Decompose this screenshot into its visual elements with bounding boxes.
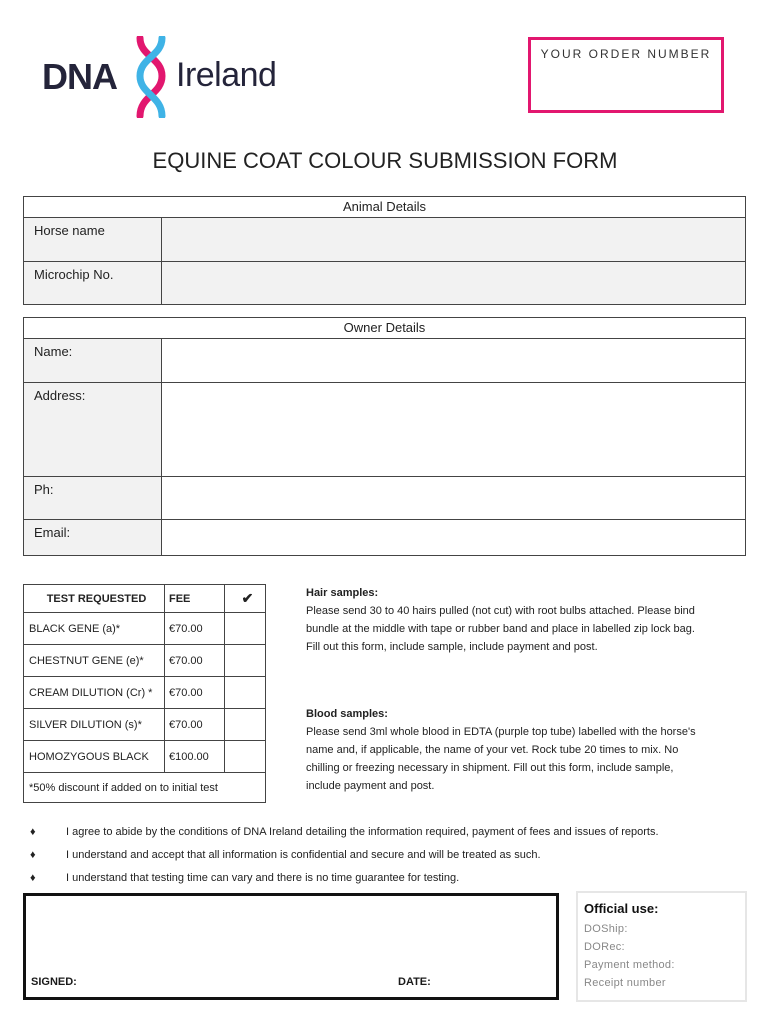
hair-line: Please send 30 to 40 hairs pulled (not cut) with root bulbs attached. Please bind [306,605,695,617]
doship-label: DOShip: [584,923,628,935]
diamond-bullet-icon: ♦ [30,849,36,861]
order-number-box[interactable] [528,37,724,113]
blood-line: chilling or freezing necessary in shipment. Fill out this form, include sample, [306,762,674,774]
test-checkbox[interactable] [225,709,266,741]
dna-helix-icon [128,36,172,118]
blood-line: name and, if applicable, the name of your vet. Rock tube 20 times to mix. No [306,744,679,756]
microchip-field[interactable] [162,262,746,305]
tests-table [23,584,266,803]
blood-line: include payment and post. [306,780,435,792]
email-label: Email: [24,520,162,556]
agreement-item [30,826,750,838]
owner-name-label: Name: [24,339,162,383]
diamond-bullet-icon: ♦ [30,826,36,838]
horse-name-field[interactable] [162,218,746,262]
agreement-text: I understand that testing time can vary and there is no time guarantee for testing. [66,872,460,884]
signature-box[interactable] [23,893,559,1000]
page-title: EQUINE COAT COLOUR SUBMISSION FORM [152,148,618,173]
col-test-header: TEST REQUESTED [24,585,165,613]
hair-line: Fill out this form, include sample, include payment and post. [306,641,598,653]
owner-name-field[interactable] [162,339,746,383]
col-check-header: ✔ [225,585,266,613]
test-name: SILVER DILUTION (s)* [24,709,165,741]
table-row [24,677,266,709]
test-fee: €70.00 [165,677,225,709]
logo-ireland-text: Ireland [176,56,277,94]
test-fee: €70.00 [165,709,225,741]
order-number-label: YOUR ORDER NUMBER [540,47,712,61]
signed-label: SIGNED: [31,976,77,988]
test-name: HOMOZYGOUS BLACK [24,741,165,773]
official-use-heading: Official use: [584,901,659,916]
payment-method-label: Payment method: [584,959,675,971]
agreement-text: I agree to abide by the conditions of DNA Ireland detailing the information required, payment of fees and issues of reports. [66,826,659,838]
blood-line: Please send 3ml whole blood in EDTA (purple top tube) labelled with the horse's [306,726,696,738]
test-checkbox[interactable] [225,613,266,645]
email-field[interactable] [162,520,746,556]
table-row [24,613,266,645]
blood-samples-heading: Blood samples: [306,708,388,720]
agreement-text: I understand and accept that all information is confidential and secure and will be treated as such. [66,849,541,861]
table-row [24,645,266,677]
test-checkbox[interactable] [225,677,266,709]
address-field[interactable] [162,383,746,477]
date-label: DATE: [398,976,431,988]
blood-samples-info [306,705,746,795]
test-name: CREAM DILUTION (Cr) * [24,677,165,709]
test-name: BLACK GENE (a)* [24,613,165,645]
receipt-number-label: Receipt number [584,977,666,989]
official-use-box [576,891,747,1002]
hair-samples-heading: Hair samples: [306,587,379,599]
address-label: Address: [24,383,162,477]
test-fee: €70.00 [165,645,225,677]
test-checkbox[interactable] [225,645,266,677]
agreement-item [30,849,750,861]
col-fee-header: FEE [165,585,225,613]
dorec-label: DORec: [584,941,625,953]
microchip-label: Microchip No. [24,262,162,305]
table-row [24,709,266,741]
owner-details-table [23,317,746,556]
owner-details-heading: Owner Details [24,318,746,339]
phone-field[interactable] [162,477,746,520]
table-row [24,741,266,773]
logo-dna-text: DNA [42,56,117,97]
test-checkbox[interactable] [225,741,266,773]
test-name: CHESTNUT GENE (e)* [24,645,165,677]
test-fee: €70.00 [165,613,225,645]
agreement-item [30,872,750,884]
horse-name-label: Horse name [24,218,162,262]
animal-details-heading: Animal Details [24,197,746,218]
diamond-bullet-icon: ♦ [30,872,36,884]
test-fee: €100.00 [165,741,225,773]
hair-samples-info [306,584,746,656]
hair-line: bundle at the middle with tape or rubber band and place in labelled zip lock bag. [306,623,695,635]
tests-footnote: *50% discount if added on to initial test [24,773,266,803]
phone-label: Ph: [24,477,162,520]
animal-details-table [23,196,746,305]
